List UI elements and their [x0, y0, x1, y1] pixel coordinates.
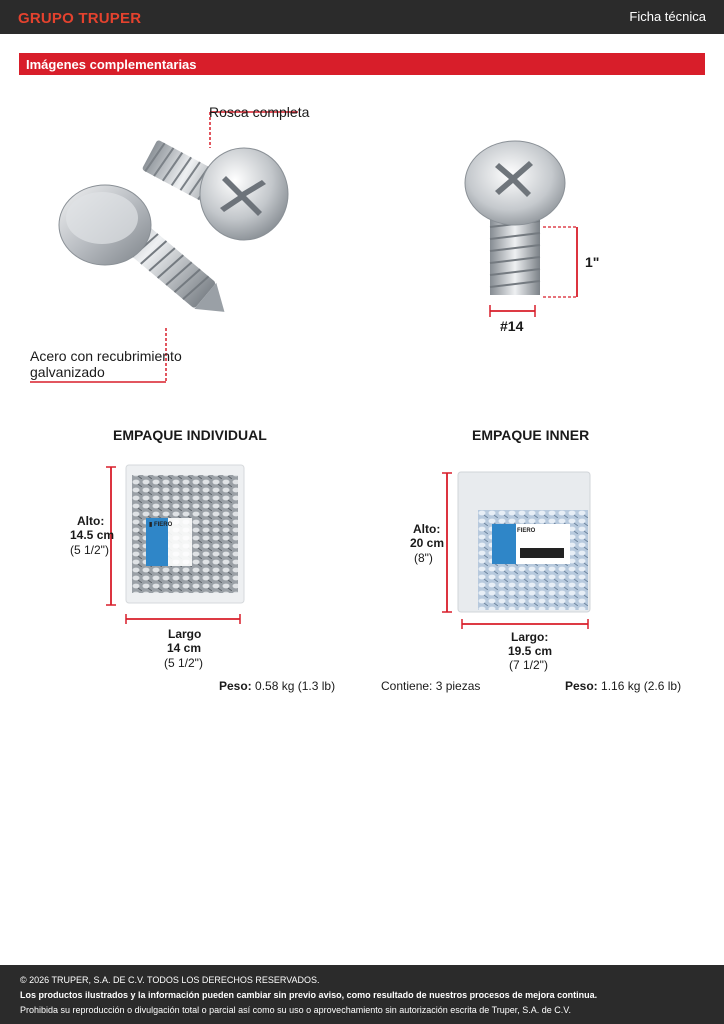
individual-length-cm: 14 cm [167, 641, 202, 655]
individual-pack-title: EMPAQUE INDIVIDUAL [113, 427, 267, 443]
inner-weight-label: Peso: [565, 679, 598, 693]
inner-height-cm: 20 cm [410, 536, 445, 550]
inner-weight [565, 679, 681, 693]
inner-length-in: (7 1/2") [509, 658, 548, 672]
screw-dimension-image [455, 135, 605, 325]
svg-text:FIERO: FIERO [517, 528, 536, 534]
inner-length-label: Largo: [511, 630, 549, 644]
top-bar [0, 0, 724, 34]
individual-length-in: (5 1/2") [164, 656, 203, 670]
footer [0, 965, 724, 1024]
material-callout-line1: Acero con recubrimiento [30, 348, 182, 364]
size-dimension: #14 [500, 318, 524, 334]
individual-height-label: Alto: [77, 514, 105, 528]
inner-height-in: (8") [414, 551, 433, 565]
individual-pack-image [102, 463, 248, 627]
individual-weight-value: 0.58 kg (1.3 lb) [255, 679, 336, 693]
individual-height-in: (5 1/2") [70, 543, 109, 557]
material-callout-line2: galvanizado [30, 364, 105, 380]
svg-text:▮ FIERO: ▮ FIERO [149, 522, 173, 528]
inner-contains: Contiene: 3 piezas [381, 679, 481, 693]
inner-pack-image [438, 470, 598, 632]
individual-weight-label: Peso: [219, 679, 252, 693]
document-type: Ficha técnica [629, 9, 706, 24]
inner-pack-title: EMPAQUE INNER [472, 427, 590, 443]
individual-weight [219, 679, 335, 693]
individual-length-label: Largo [168, 627, 202, 641]
thread-callout: Rosca completa [209, 104, 310, 120]
screws-pair-image [30, 100, 330, 390]
length-dimension: 1" [585, 254, 600, 270]
inner-height-label: Alto: [413, 522, 441, 536]
material-callout-line [30, 380, 170, 384]
inner-weight-value: 1.16 kg (2.6 lb) [601, 679, 682, 693]
truper-logo: GRUPO TRUPER [18, 10, 142, 27]
inner-length-cm: 19.5 cm [508, 644, 553, 658]
footer-notice: Los productos ilustrados y la información pueden cambiar sin previo aviso, como resultado de nuestros procesos de mejora continua. [20, 990, 598, 1000]
individual-height-cm: 14.5 cm [70, 528, 115, 542]
section-title: Imágenes complementarias [26, 57, 197, 72]
footer-copyright: © 2026 TRUPER, S.A. DE C.V. TODOS LOS DERECHOS RESERVADOS. [20, 975, 320, 985]
section-header [19, 53, 705, 75]
footer-prohibition: Prohibida su reproducción o divulgación total o parcial así como su uso o aprovechamiento sin autorización escrita de Truper, S.A. de C.V. [20, 1005, 571, 1015]
